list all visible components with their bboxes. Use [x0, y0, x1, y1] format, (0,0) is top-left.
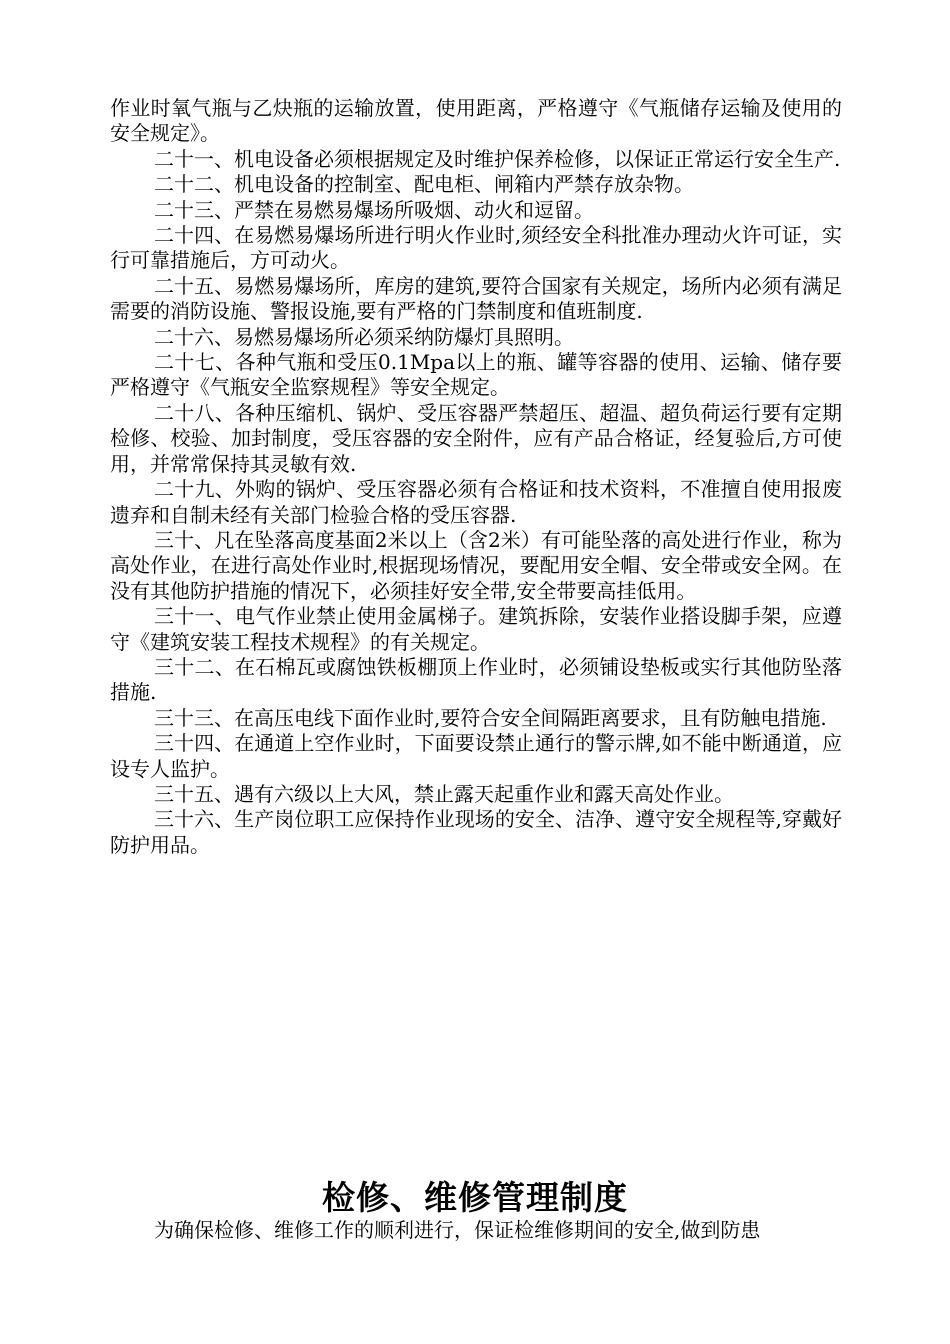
paragraph: 三十、凡在坠落高度基面2米以上（含2米）有可能坠落的高处进行作业，称为高处作业，在进行高处作业时,根据现场情况，要配用安全帽、安全带或安全网。在没有其他防护措施的情况下，必须挂好安全带,安全带要高挂低用。 — [110, 527, 842, 603]
paragraph: 三十一、电气作业禁止使用金属梯子。建筑拆除，安装作业搭设脚手架，应遵守《建筑安装工程技术规程》的有关规定。 — [110, 604, 842, 654]
section-title: 检修、维修管理制度 — [322, 1178, 628, 1217]
paragraph: 二十九、外购的锅炉、受压容器必须有合格证和技术资料，不准擅自使用报废遗弃和自制未经有关部门检验合格的受压容器. — [110, 477, 842, 527]
paragraph: 二十四、在易燃易爆场所进行明火作业时,须经安全科批准办理动火许可证，实行可靠措施后，方可动火。 — [110, 223, 842, 273]
paragraph: 二十二、机电设备的控制室、配电柜、闸箱内严禁存放杂物。 — [154, 172, 694, 197]
paragraph: 三十五、遇有六级以上大风，禁止露天起重作业和露天高处作业。 — [154, 781, 734, 806]
paragraph: 二十五、易燃易爆场所，库房的建筑,要符合国家有关规定，场所内必须有满足需要的消防设施、警报设施,要有严格的门禁制度和值班制度. — [110, 273, 842, 324]
paragraph: 三十六、生产岗位职工应保持作业现场的安全、洁净、遵守安全规程等,穿戴好防护用品。 — [110, 807, 842, 857]
paragraph: 作业时氧气瓶与乙炔瓶的运输放置，使用距离，严格遵守《气瓶储存运输及使用的安全规定》。 — [110, 96, 842, 146]
section-intro: 为确保检修、维修工作的顺利进行，保证检维修期间的安全,做到防患 — [154, 1218, 761, 1242]
paragraph: 三十二、在石棉瓦或腐蚀铁板棚顶上作业时，必须铺设垫板或实行其他防坠落措施. — [110, 654, 842, 705]
paragraph: 二十八、各种压缩机、锅炉、受压容器严禁超压、超温、超负荷运行要有定期检修、校验、加封制度，受压容器的安全附件，应有产品合格证，经复验后,方可使用，并常常保持其灵敏有效. — [110, 400, 842, 476]
paragraph: 二十六、易燃易爆场所必须采纳防爆灯具照明。 — [154, 324, 574, 349]
paragraph: 三十三、在高压电线下面作业时,要符合安全间隔距离要求，且有防触电措施. — [154, 705, 827, 730]
paragraph: 二十七、各种气瓶和受压0.1Mpa以上的瓶、罐等容器的使用、运输、储存要严格遵守《气瓶安全监察规程》等安全规定。 — [110, 350, 842, 400]
paragraph: 二十一、机电设备必须根据规定及时维护保养检修，以保证正常运行安全生产. — [154, 146, 841, 171]
paragraph: 二十三、严禁在易燃易爆场所吸烟、动火和逗留。 — [154, 197, 594, 222]
body-text — [110, 96, 842, 858]
paragraph: 三十四、在通道上空作业时，下面要设禁止通行的警示牌,如不能中断通道，应设专人监护。 — [110, 731, 842, 781]
